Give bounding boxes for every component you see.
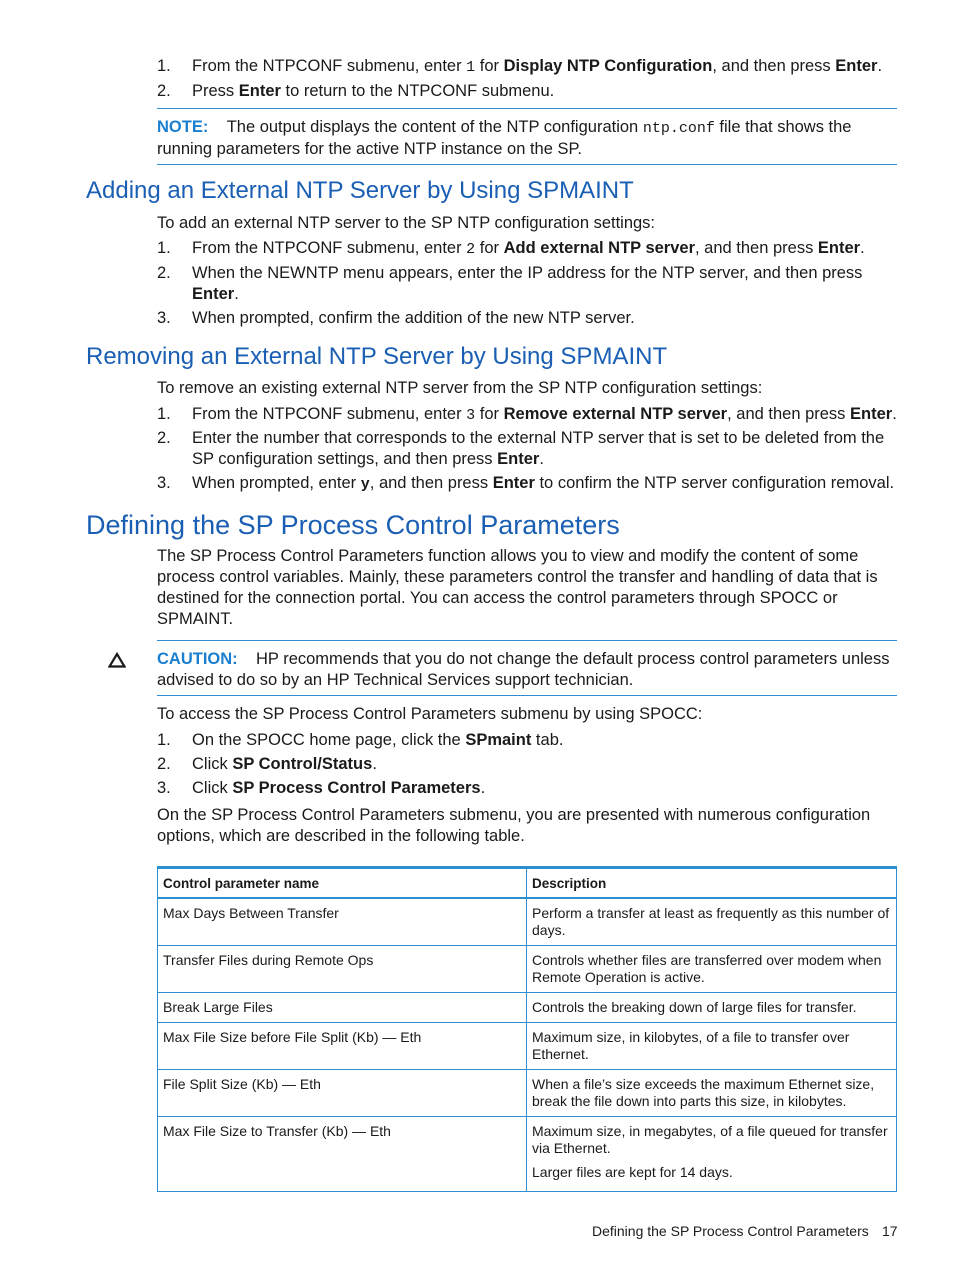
table-row	[158, 898, 897, 946]
section-intro: To remove an existing external NTP server from the SP NTP configuration settings:	[157, 379, 763, 397]
description-line: Maximum size, in megabytes, of a file queued for transfer via Ethernet.	[532, 1123, 888, 1156]
step-text: .	[539, 450, 544, 468]
step-text: Press	[192, 82, 239, 100]
step-number: 2.	[157, 429, 171, 447]
ui-term: SP Process Control Parameters	[232, 779, 481, 797]
step-text: .	[372, 755, 377, 773]
step-text: .	[860, 239, 865, 257]
section-outro: On the SP Process Control Parameters submenu, you are presented with numerous configuration options, which are described in the following table.	[157, 806, 871, 845]
note	[157, 117, 897, 160]
step-text: for	[475, 57, 504, 75]
step-text: , and then press	[712, 57, 836, 75]
ui-term: Enter	[817, 239, 861, 257]
step-text: .	[234, 285, 239, 303]
step-number: 3.	[157, 309, 171, 327]
caution	[157, 649, 897, 691]
step-number: 3.	[157, 779, 171, 797]
step-text: tab.	[531, 731, 564, 749]
section-heading-add: Adding an External NTP Server by Using SPMAINT	[86, 177, 634, 204]
step-number: 2.	[157, 264, 171, 282]
step-text: .	[480, 779, 486, 797]
step-text: When prompted, confirm the addition of the new NTP server.	[192, 309, 635, 327]
section-heading-remove: Removing an External NTP Server by Using SPMAINT	[86, 343, 668, 370]
step-number: 1.	[157, 731, 171, 749]
step-text: From the NTPCONF submenu, enter	[192, 405, 467, 423]
page-number: 17	[882, 1223, 898, 1239]
step-text: , and then press	[695, 239, 818, 257]
note-top-rule	[157, 108, 897, 109]
param-name: Max File Size to Transfer (Kb) — Eth	[158, 1117, 527, 1192]
param-description	[527, 1117, 897, 1192]
caution-text: HP recommends that you do not change the default process control parameters unless advised to do so by an HP Technical Services support technician.	[157, 650, 890, 689]
step-text: for	[475, 405, 504, 423]
table-row	[158, 946, 897, 993]
step-text: for	[475, 239, 504, 257]
inline-code: y	[360, 476, 370, 493]
table-row	[158, 1070, 897, 1117]
step-text: to return to the NTPCONF submenu.	[280, 82, 555, 100]
note-bottom-rule	[157, 164, 897, 165]
ui-term: Enter	[850, 405, 893, 423]
caution-top-rule	[157, 640, 897, 641]
ui-term: Enter	[238, 82, 281, 100]
step-number: 1.	[157, 239, 171, 257]
column-header: Control parameter name	[158, 868, 527, 899]
table-row	[158, 993, 897, 1023]
step-text: .	[892, 405, 897, 423]
step-number: 1.	[157, 405, 171, 423]
step-text: to confirm the NTP server configuration removal.	[534, 474, 895, 492]
param-description: Controls whether files are transferred over modem when Remote Operation is active.	[527, 946, 897, 993]
section-intro: The SP Process Control Parameters function allows you to view and modify the content of some process control variables. Mainly, these parameters control the transfer and handling of data that is destined for the connection portal. You can access the control parameters through SPOCC or SPMAINT.	[157, 547, 878, 628]
step-number: 3.	[157, 474, 171, 492]
step-number: 2.	[157, 755, 171, 773]
inline-code: ntp.conf	[642, 120, 715, 137]
inline-code: 1	[466, 59, 476, 76]
ui-term: SP Control/Status	[232, 755, 373, 773]
param-description: Perform a transfer at least as frequently as this number of days.	[527, 898, 897, 946]
step-text: On the SPOCC home page, click the	[192, 731, 466, 749]
ui-term: SPmaint	[465, 731, 532, 749]
ui-term: Enter	[835, 57, 878, 75]
step-text: , and then press	[727, 405, 851, 423]
ui-term: Remove external NTP server	[503, 405, 728, 423]
ui-term: Display NTP Configuration	[503, 57, 713, 75]
table-row	[158, 1023, 897, 1070]
param-name: Transfer Files during Remote Ops	[158, 946, 527, 993]
step-text: .	[877, 57, 883, 75]
ui-term: Enter	[492, 474, 535, 492]
footer-title: Defining the SP Process Control Parameters	[592, 1223, 869, 1239]
caution-bottom-rule	[157, 695, 897, 696]
section-intro: To add an external NTP server to the SP NTP configuration settings:	[157, 214, 656, 232]
param-description: Controls the breaking down of large files for transfer.	[527, 993, 897, 1023]
step-text: Enter the number that corresponds to the external NTP server that is set to be deleted from the SP configuration settings, and then press	[192, 429, 885, 468]
param-name: Max Days Between Transfer	[158, 898, 527, 946]
step-text: From the NTPCONF submenu, enter	[192, 57, 467, 75]
note-label: NOTE:	[157, 118, 209, 136]
parameters-table	[157, 866, 897, 1192]
step-number: 2.	[157, 82, 171, 100]
param-name: Break Large Files	[158, 993, 527, 1023]
section-heading-process: Defining the SP Process Control Parameters	[86, 510, 620, 540]
step-text: When prompted, enter	[192, 474, 361, 492]
step-text: Click	[192, 779, 233, 797]
ui-term: Enter	[497, 450, 540, 468]
caution-label: CAUTION:	[157, 650, 238, 668]
note-text: file that shows the running parameters for the active NTP instance on the SP.	[157, 118, 852, 158]
warning-triangle-icon	[108, 652, 126, 668]
inline-code: 3	[466, 407, 476, 424]
inline-code: 2	[466, 241, 476, 258]
ui-term: Add external NTP server	[503, 239, 695, 257]
step-text: , and then press	[369, 474, 493, 492]
table-header-row	[158, 868, 897, 899]
access-intro: To access the SP Process Control Parameters submenu by using SPOCC:	[157, 705, 703, 723]
param-name: File Split Size (Kb) — Eth	[158, 1070, 527, 1117]
param-name: Max File Size before File Split (Kb) — Eth	[158, 1023, 527, 1070]
param-description: Maximum size, in kilobytes, of a file to transfer over Ethernet.	[527, 1023, 897, 1070]
column-header: Description	[527, 868, 897, 899]
step-text: When the NEWNTP menu appears, enter the IP address for the NTP server, and then press	[192, 264, 863, 282]
ui-term: Enter	[192, 285, 235, 303]
step-text: Click	[192, 755, 233, 773]
param-description: When a file’s size exceeds the maximum Ethernet size, break the file down into parts this size, in kilobytes.	[527, 1070, 897, 1117]
step-text: From the NTPCONF submenu, enter	[192, 239, 467, 257]
step-number: 1.	[157, 57, 171, 75]
description-line: Larger files are kept for 14 days.	[532, 1164, 733, 1180]
note-text: The output displays the content of the NTP configuration	[226, 118, 643, 136]
table-row	[158, 1117, 897, 1192]
